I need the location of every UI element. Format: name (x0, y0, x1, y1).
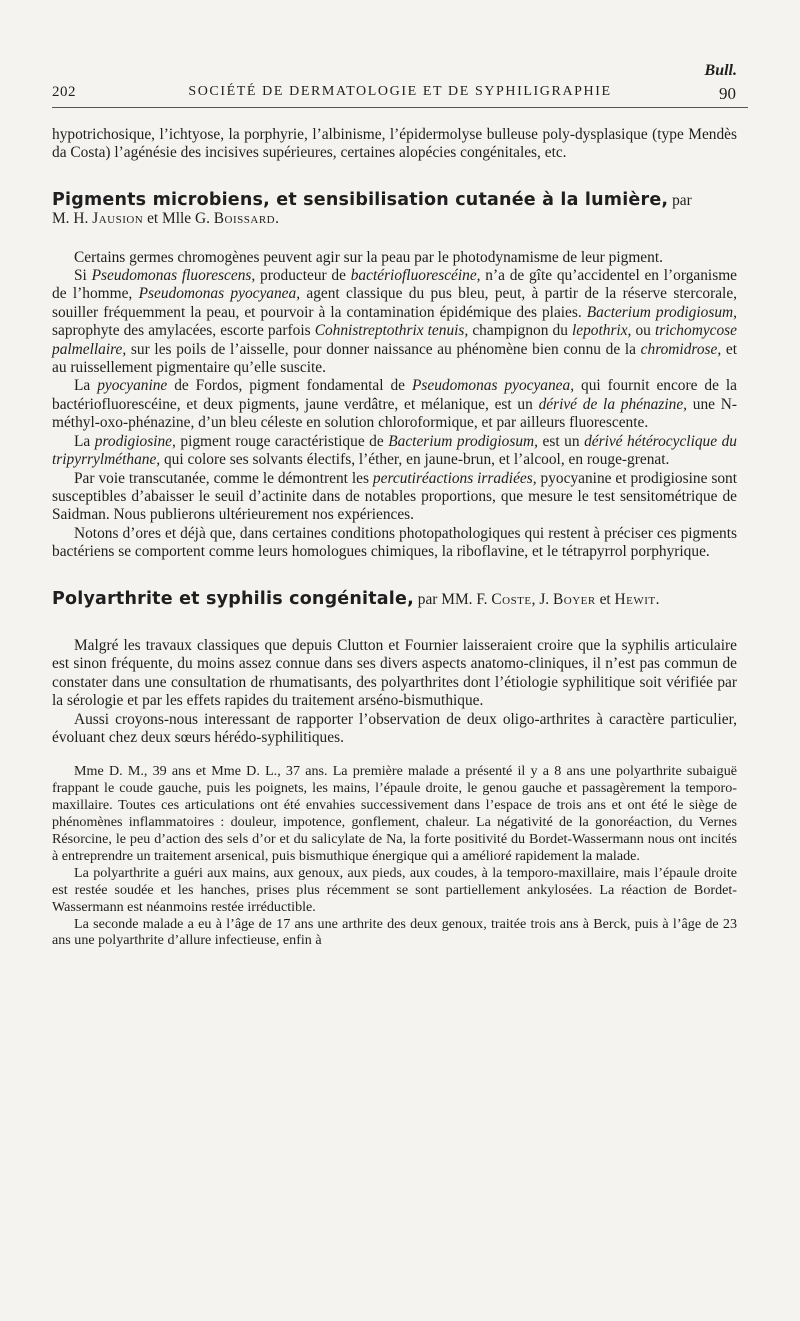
section2-case-paragraph-2: La polyarthrite a guéri aux mains, aux genoux, aux pieds, aux coudes, à la temporo-maxillaire, mais l’épaule droite est restée soudée et les hanches, prises plus récemment se sont partiellement ankylosées. La réaction de Bordet-Wassermann est néanmoins restée irréductible. (52, 864, 737, 915)
section1-paragraph-5: Par voie transcutanée, comme le démontrent les percutiréactions irradiées, pyocyanine et prodigiosine sont susceptibles d’abaisser le seuil d’actinite dans de notables proportions, que mesure le test sensitométrique de Saidman. Nous publierons ultérieurement nos expériences. (52, 469, 737, 524)
header-rule (52, 107, 748, 108)
section2-paragraph-1: Malgré les travaux classiques que depuis Clutton et Fournier laisseraient croire que la syphilis articulaire est sinon fréquente, du moins assez connue dans ses divers aspects anatomo-cliniques, il n’est pas commun de constater dans une consultation de rhumatisants, des polyarthrites dont l’étiologie syphilitique soit vérifiée par la sérologie et par les effets rapides du traitement arséno-bismuthique. (52, 636, 737, 710)
section2-title: Polyarthrite et syphilis congénitale, (52, 588, 414, 609)
section1-paragraph-4: La prodigiosine, pigment rouge caractéristique de Bacterium prodigiosum, est un dérivé hétérocyclique du tripyrrylméthane, qui colore ses solvants électifs, l’éther, en jaune-brun, et l’alcool, en rouge-grenat. (52, 432, 737, 469)
section1-title: Pigments microbiens, et sensibilisation cutanée à la lumière, (52, 189, 669, 210)
bull-number: 90 (719, 84, 736, 103)
section1-authors-prefix: M. H. (52, 210, 93, 228)
section1-heading (52, 191, 737, 229)
section2-author1: Coste (491, 590, 532, 608)
section1-paragraph-3: La pyocyanine de Fordos, pigment fondamental de Pseudomonas pyocyanea, qui fournit encore de la bactériofluorescéine, et deux pigments, jaune verdâtre, et mélanique, est un dérivé de la phénazine, une N-méthyl-oxo-phénazine, d’un bleu céleste en solution chloroformique, et par ailleurs fluorescente. (52, 377, 737, 432)
section1-paragraph-1: Certains germes chromogènes peuvent agir sur la peau par le photodynamisme de leur pigment. (74, 248, 663, 266)
running-head: SOCIÉTÉ DE DERMATOLOGIE ET DE SYPHILIGRAPHIE (188, 84, 612, 99)
section2-paragraph-2: Aussi croyons-nous interessant de rapporter l’observation de deux oligo-arthrites à caractère particulier, évoluant chez deux sœurs hérédo-syphilitiques. (52, 710, 737, 746)
section1-authors-mid: et Mlle G. (143, 210, 214, 228)
section2-author3: Hewit. (614, 590, 660, 608)
page-body (52, 126, 737, 949)
section2-heading: Polyarthrite et syphilis congénitale, par MM. F. Coste, J. Boyer et Hewit. (52, 588, 660, 609)
bull-label: Bull. (704, 62, 737, 79)
section1-author1: Jausion (92, 210, 144, 228)
intro-paragraph: hypotrichosique, l’ichtyose, la porphyrie, l’albinisme, l’épidermolyse bulleuse poly-dysplasique (type Mendès da Costa) l’agénésie des incisives supérieures, certaines alopécies congénitales, etc. (52, 126, 737, 162)
section1-paragraph-2: Si Pseudomonas fluorescens, producteur de bactériofluorescéine, n’a de gîte qu’accidentel en l’organisme de l’homme, Pseudomonas pyocyanea, agent classique du pus bleu, peut, à partir de la réserve stercorale, souiller fréquemment la peau, et pourvoir à la contamination épidémique des plaies. Bacterium prodigiosum, saprophyte des amylacées, escorte parfois Cohnistreptothrix tenuis, champignon du lepothrix, ou trichomycose palmellaire, sur les poils de l’aisselle, pour donner naissance au phénomène bien connu de la chromidrose, et au ruissellement pigmentaire qu’elle suscite. (52, 267, 738, 377)
section2-par: par MM. F. (413, 590, 492, 608)
section1-paragraph-6: Notons d’ores et déjà que, dans certaines conditions photopathologiques qui restent à préciser ces pigments bactériens se comportent comme leurs homologues chimiques, la riboflavine, et le tétrapyrrol porphyrique. (52, 524, 737, 561)
page-number: 202 (52, 84, 76, 100)
section2-case-paragraph-1: Mme D. M., 39 ans et Mme D. L., 37 ans. La première malade a présenté il y a 8 ans une polyarthrite subaiguë frappant le coude gauche, puis les poignets, les mains, l’épaule droite, le genou gauche et passagèrement la temporo-maxillaire. Toutes ces articulations ont été envahies successivement dans l’espace de trois ans et ont été le siège de phénomènes inflammatoires : douleur, impotence, gonflement, chaleur. La négativité de la gonoréaction, du Vernes Résorcine, le peu d’action des sels d’or et du salicylate de Na, la forte positivité du Bordet-Wassermann nous ont incités à entreprendre un traitement arsenical, puis bismuthique énergique qui a amélioré rapidement la malade. (52, 763, 737, 864)
section1-par: par (668, 191, 692, 209)
section2-author2: Boyer (553, 590, 596, 608)
section2-case-paragraph-3: La seconde malade a eu à l’âge de 17 ans une arthrite des deux genoux, traitée trois ans à Berck, puis à l’âge de 23 ans une polyarthrite d’allure infectieuse, enfin à (52, 915, 737, 949)
section1-author2: Boissard. (213, 210, 280, 228)
